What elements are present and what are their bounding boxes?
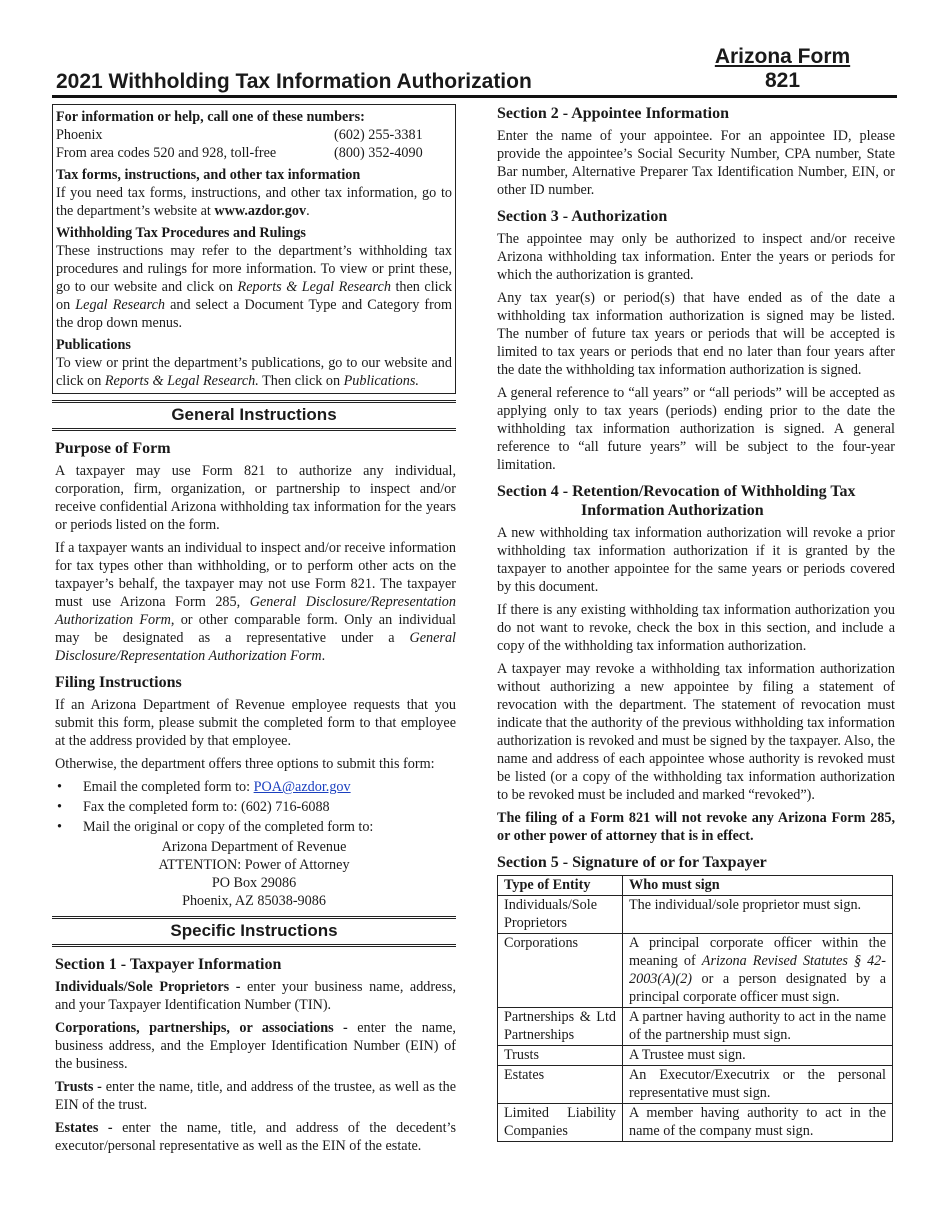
section-4-paragraph-2: If there is any existing withholding tax information authorization you do not want to revoke, check the box in this section, and include a copy of the withholding tax information authorization.	[497, 602, 895, 654]
mailing-address	[52, 838, 456, 910]
phone-label: Phoenix	[56, 127, 103, 143]
entity-cell: Limited Liability Companies	[498, 1104, 623, 1142]
phone-row	[56, 126, 452, 144]
list-item: • Mail the original or copy of the completed form to:	[55, 818, 456, 836]
section-4-paragraph-3: A taxpayer may revoke a withholding tax information authorization without authorizing a new appointee by filing a statement of revocation with the department. The statement of revocation must indicate that the authority of the previous withholding tax information authorization is revoked and must be signed by the taxpayer. Also, the name and address of each appointee whose authority is revoked must be listed (or a copy of the withholding tax information authorization to be revoked must be included and marked “revoked”).	[497, 661, 895, 803]
procedures-text: These instructions may refer to the department’s withholding tax procedures and rulings for more information. To view or print these, go to our website and click on Reports & Legal Research then click on Legal Research and select a Document Type and Category from the drop down menus.	[56, 243, 453, 331]
info-box	[52, 104, 456, 394]
section-3-paragraph-2: Any tax year(s) or period(s) that have ended as of the date a withholding tax information authorization is signed may be listed. The number of future tax years or periods that will be accepted is limited to tax years or periods that end no later than four years after the date the withholding tax information authorization is signed.	[497, 290, 895, 378]
section-4-paragraph-1: A new withholding tax information authorization will revoke a prior withholding tax information authorization if it is granted by the taxpayer to another appointee for the same years or periods covered by this document.	[497, 525, 895, 595]
left-column	[52, 104, 456, 1160]
entity-cell: Trusts	[498, 1046, 623, 1066]
column-header: Type of Entity	[498, 876, 623, 896]
section-5-heading: Section 5 - Signature of or for Taxpayer	[497, 854, 767, 871]
table-row	[498, 1046, 893, 1066]
section-3-heading: Section 3 - Authorization	[497, 208, 668, 225]
header-rule	[52, 95, 897, 98]
form-title: 2021 Withholding Tax Information Authorization	[56, 70, 532, 93]
filing-paragraph-2: Otherwise, the department offers three options to submit this form:	[55, 756, 435, 772]
right-column	[497, 104, 895, 1142]
forms-heading: Tax forms, instructions, and other tax information	[56, 167, 361, 183]
phone-number: (800) 352-4090	[334, 145, 423, 161]
entity-cell: Partnerships & Ltd Partnerships	[498, 1008, 623, 1046]
purpose-paragraph-1: A taxpayer may use Form 821 to authorize any individual, corporation, firm, organization, or partnership to inspect and/or receive confidential Arizona withholding tax information for the years or periods listed on the form.	[55, 463, 456, 533]
who-cell: A Trustee must sign.	[623, 1046, 893, 1066]
entity-cell: Estates	[498, 1066, 623, 1104]
filing-heading: Filing Instructions	[55, 674, 182, 691]
publications-heading: Publications	[56, 337, 131, 353]
table-row	[498, 1008, 893, 1046]
purpose-paragraph-2: If a taxpayer wants an individual to inspect and/or receive information for tax types other than withholding, or to perform other acts on the taxpayer’s behalf, the taxpayer may not use Form 821. The taxpayer must use Arizona Form 285, General Disclosure/Representation Authorization Form, or other comparable form. Only an individual may be designated as a representative under a General Disclosure/Representation Authorization Form.	[55, 540, 456, 664]
table-row	[498, 896, 893, 934]
publications-text: To view or print the department’s publications, go to our website and click on Reports & Legal Research. Then click on Publications.	[56, 355, 452, 389]
specific-instructions-heading: Specific Instructions	[52, 916, 456, 947]
forms-text: If you need tax forms, instructions, and other tax information, go to the department’s website at www.azdor.gov.	[56, 185, 452, 219]
who-cell: A partner having authority to act in the name of the partnership must sign.	[623, 1008, 893, 1046]
who-cell: A principal corporate officer within the meaning of Arizona Revised Statutes § 42-2003(A)(2) or a person designated by a principal corporate officer must sign.	[623, 934, 893, 1008]
phone-label: From area codes 520 and 928, toll-free	[56, 145, 277, 161]
section-1-estates: Estates - enter the name, title, and address of the decedent’s executor/personal representative as well as the EIN of the estate.	[55, 1120, 456, 1154]
table-row	[498, 1066, 893, 1104]
section-1-individuals: Individuals/Sole Proprietors - enter your business name, address, and your Taxpayer Identification Number (TIN).	[55, 979, 457, 1013]
list-item: • Email the completed form to: POA@azdor.gov	[55, 778, 456, 796]
entity-cell: Corporations	[498, 934, 623, 1008]
form-number-block	[690, 45, 875, 93]
list-item: • Fax the completed form to: (602) 716-6088	[55, 798, 456, 816]
table-header-row	[498, 876, 893, 896]
form-label: Arizona Form	[714, 45, 851, 68]
submit-options-list	[55, 778, 456, 836]
section-2-heading: Section 2 - Appointee Information	[497, 105, 729, 122]
section-1-heading: Section 1 - Taxpayer Information	[55, 956, 282, 973]
table-row	[498, 934, 893, 1008]
phone-number: (602) 255-3381	[334, 127, 423, 143]
address-line: ATTENTION: Power of Attorney	[158, 857, 350, 873]
email-link[interactable]: POA@azdor.gov	[253, 779, 351, 795]
who-cell: An Executor/Executrix or the personal representative must sign.	[623, 1066, 893, 1104]
who-cell: The individual/sole proprietor must sign.	[623, 896, 893, 934]
section-4-heading: Section 4 - Retention/Revocation of Withholding Tax Information Authorization	[497, 483, 856, 519]
address-line: PO Box 29086	[211, 875, 297, 891]
help-heading: For information or help, call one of these numbers:	[56, 109, 365, 125]
section-3-paragraph-1: The appointee may only be authorized to inspect and/or receive Arizona withholding tax information. Enter the years or periods for which the authorization is granted.	[497, 231, 895, 283]
filing-paragraph-1: If an Arizona Department of Revenue employee requests that you submit this form, please submit the completed form to that employee at the address provided by that employee.	[55, 697, 456, 749]
section-3-paragraph-3: A general reference to “all years” or “all periods” will be accepted as applying only to tax years (periods) ending prior to the date the withholding tax information authorization is signed. A general reference to “all future years” will be subject to the four-year limitation.	[497, 385, 895, 473]
section-1-trusts: Trusts - enter the name, title, and address of the trustee, as well as the EIN of the trust.	[55, 1079, 456, 1113]
procedures-heading: Withholding Tax Procedures and Rulings	[56, 225, 306, 241]
who-cell: A member having authority to act in the name of the company must sign.	[623, 1104, 893, 1142]
column-header: Who must sign	[623, 876, 893, 896]
purpose-heading: Purpose of Form	[55, 440, 171, 457]
section-1-corporations: Corporations, partnerships, or associations - enter the name, business address, and the Employer Identification Number (EIN) of the business.	[55, 1020, 456, 1072]
address-line: Arizona Department of Revenue	[161, 839, 347, 855]
section-4-notice: The filing of a Form 821 will not revoke any Arizona Form 285, or other power of attorney that is in effect.	[497, 810, 895, 844]
website-link[interactable]: www.azdor.gov	[214, 203, 307, 219]
section-2-paragraph: Enter the name of your appointee. For an appointee ID, please provide the appointee’s Social Security Number, CPA number, State Bar number, Alternative Preparer Tax Identification Number, EIN, or other ID number.	[497, 128, 895, 198]
signature-table	[497, 875, 893, 1142]
table-row	[498, 1104, 893, 1142]
entity-cell: Individuals/Sole Proprietors	[498, 896, 623, 934]
address-line: Phoenix, AZ 85038-9086	[182, 893, 326, 909]
general-instructions-heading: General Instructions	[52, 400, 456, 431]
form-number: 821	[764, 69, 801, 92]
phone-row	[56, 144, 452, 162]
